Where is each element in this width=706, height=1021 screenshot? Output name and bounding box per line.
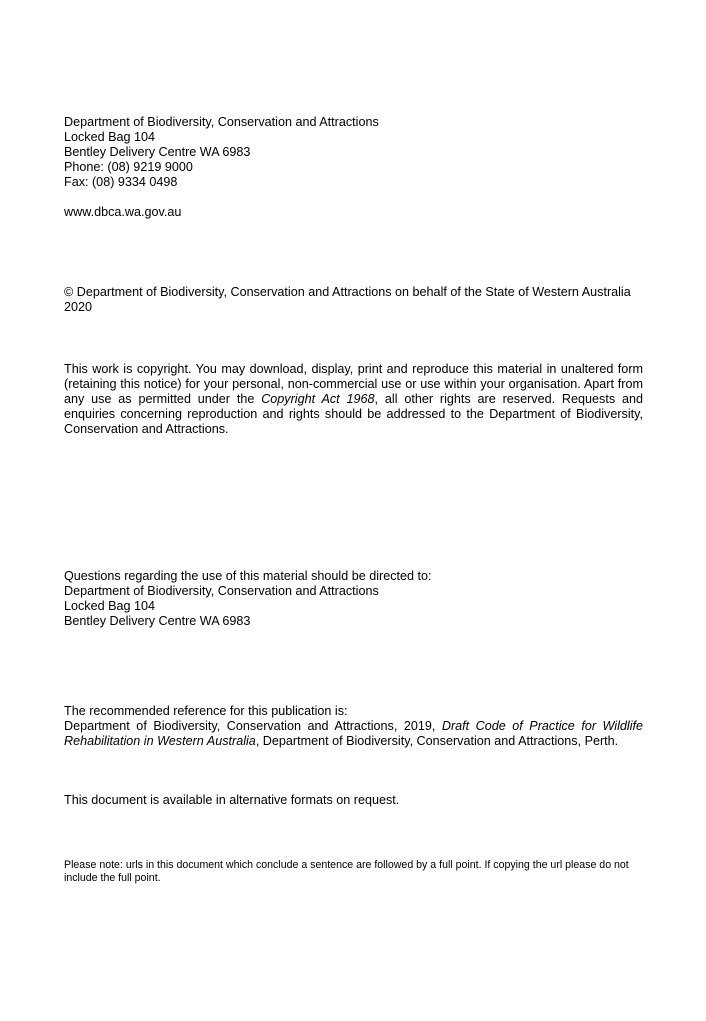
reference-intro: The recommended reference for this publication is: <box>64 704 348 718</box>
reference-intro-block <box>64 704 644 719</box>
questions-org: Department of Biodiversity, Conservation and Attractions <box>64 584 379 598</box>
alt-formats-block <box>64 793 644 808</box>
reference-text-1: Department of Biodiversity, Conservation and Attractions, 2019, <box>64 719 442 733</box>
copyright-statement-text-2: , all other rights are reserved. Requests and enquiries concerning reproduction and rights should be addressed to the Department of Biodiversity, Conservation and Attractions. <box>64 392 643 436</box>
reference-citation <box>64 719 643 749</box>
questions-address-line2: Bentley Delivery Centre WA 6983 <box>64 614 251 628</box>
reference-text-2: , Department of Biodiversity, Conservation and Attractions, Perth. <box>255 734 619 748</box>
reference-title: Draft Code of Practice for Wildlife Rehabilitation in Western Australia <box>64 719 643 748</box>
copyright-notice-year: 2020 <box>64 300 93 314</box>
copyright-act-title: Copyright Act 1968 <box>261 392 375 406</box>
contact-fax: Fax: (08) 9334 0498 <box>64 175 178 189</box>
copyright-statement-text-1: This work is copyright. You may download, display, print and reproduce this material in unaltered form (retaining this notice) for your personal, non-commercial use or use within your organisation. Apart from any use as permitted under the <box>64 362 643 406</box>
copyright-notice <box>64 285 644 315</box>
url-note <box>64 859 644 885</box>
questions-block <box>64 569 644 629</box>
alt-formats-text: This document is available in alternative formats on request. <box>64 793 400 807</box>
copyright-statement <box>64 362 643 437</box>
contact-address-line1: Locked Bag 104 <box>64 130 156 144</box>
website-block <box>64 205 644 220</box>
copyright-notice-line1: © Department of Biodiversity, Conservation and Attractions on behalf of the State of Western Australia <box>64 285 631 299</box>
contact-org: Department of Biodiversity, Conservation and Attractions <box>64 115 379 129</box>
website-link[interactable]: www.dbca.wa.gov.au <box>64 205 182 219</box>
questions-intro: Questions regarding the use of this material should be directed to: <box>64 569 432 583</box>
contact-address-line2: Bentley Delivery Centre WA 6983 <box>64 145 251 159</box>
url-note-text: Please note: urls in this document which conclude a sentence are followed by a full point. If copying the url please do not include the full point. <box>64 859 629 884</box>
questions-address-line1: Locked Bag 104 <box>64 599 156 613</box>
contact-block <box>64 115 644 190</box>
contact-phone: Phone: (08) 9219 9000 <box>64 160 193 174</box>
